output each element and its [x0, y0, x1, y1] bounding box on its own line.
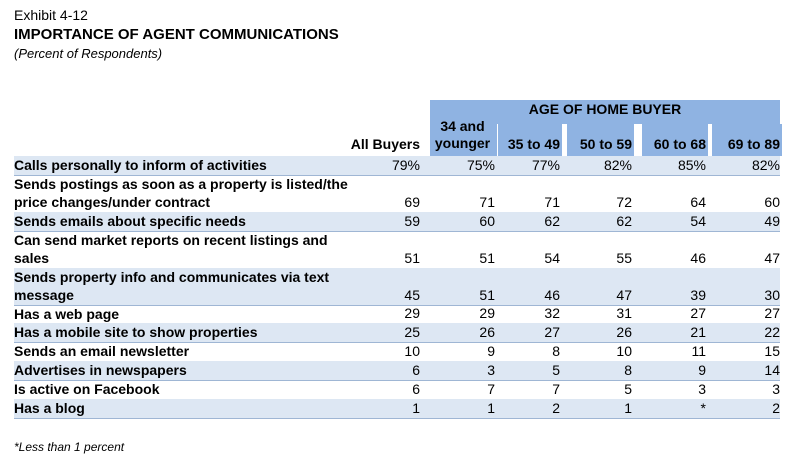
table-cell: 5 [552, 362, 560, 378]
table-cell: 72 [616, 194, 632, 210]
table-cell: 27 [690, 305, 706, 321]
column-header: 34 and younger [434, 118, 491, 151]
table-cell: * [700, 400, 706, 416]
table-cell: 31 [616, 305, 632, 321]
table-cell: 69 [404, 194, 420, 210]
table-cell: 46 [690, 250, 706, 266]
row-label: Has a web page [14, 306, 120, 322]
table-cell: 27 [544, 324, 560, 340]
table-cell: 39 [690, 287, 706, 303]
row-label: Is active on Facebook [14, 381, 160, 397]
table-title: IMPORTANCE OF AGENT COMMUNICATIONS [14, 26, 339, 43]
row-label: Sends property info and communicates via text message [14, 269, 330, 303]
table-cell: 22 [764, 324, 780, 340]
table-cell: 75% [466, 157, 495, 173]
table-cell: 3 [772, 381, 780, 397]
table-cell: 51 [479, 287, 495, 303]
table-cell: 71 [479, 194, 495, 210]
table-cell: 9 [698, 362, 706, 378]
table-cell: 2 [772, 400, 780, 416]
table-cell: 15 [764, 343, 780, 359]
table-cell: 1 [412, 400, 420, 416]
table-cell: 25 [404, 324, 420, 340]
table-cell: 82% [751, 157, 780, 173]
column-header: 69 to 89 [727, 136, 780, 152]
exhibit-label: Exhibit 4-12 [14, 7, 88, 23]
table-cell: 49 [764, 213, 780, 229]
table-subtitle: (Percent of Respondents) [14, 46, 163, 61]
row-label: Sends postings as soon as a property is listed/the price changes/under contract [14, 176, 348, 210]
table-cell: 9 [487, 343, 495, 359]
table-cell: 10 [616, 343, 632, 359]
table-cell: 11 [691, 343, 706, 359]
age-group-header: AGE OF HOME BUYER [528, 101, 682, 117]
footnote: *Less than 1 percent [14, 440, 125, 454]
table-cell: 60 [479, 213, 495, 229]
column-header: 50 to 59 [579, 136, 632, 152]
table-cell: 8 [624, 362, 632, 378]
table-cell: 29 [479, 305, 495, 321]
table-cell: 55 [616, 250, 632, 266]
table-cell: 29 [404, 305, 420, 321]
column-header: All Buyers [350, 136, 420, 152]
table-cell: 62 [544, 213, 560, 229]
row-label: Sends an email newsletter [14, 343, 190, 359]
table-cell: 60 [764, 194, 780, 210]
table-cell: 7 [487, 381, 495, 397]
table-cell: 21 [690, 324, 706, 340]
row-label: Advertises in newspapers [14, 362, 187, 378]
row-label: Calls personally to inform of activities [14, 157, 267, 173]
table-cell: 51 [404, 250, 420, 266]
table-cell: 82% [603, 157, 632, 173]
table-cell: 26 [616, 324, 632, 340]
table-cell: 54 [690, 213, 706, 229]
table-cell: 27 [764, 305, 780, 321]
row-label: Has a mobile site to show properties [14, 324, 258, 340]
table-cell: 3 [698, 381, 706, 397]
table-cell: 64 [690, 194, 706, 210]
table-cell: 79% [391, 157, 420, 173]
table-cell: 51 [479, 250, 495, 266]
table-cell: 1 [624, 400, 632, 416]
row-rule [14, 418, 780, 419]
table-cell: 14 [764, 362, 780, 378]
table-cell: 6 [412, 362, 420, 378]
table-cell: 47 [616, 287, 632, 303]
table-cell: 5 [624, 381, 632, 397]
row-label: Can send market reports on recent listings and sales [14, 232, 328, 266]
table-cell: 10 [404, 343, 420, 359]
table-cell: 59 [404, 213, 420, 229]
table-cell: 71 [544, 194, 560, 210]
row-label: Has a blog [14, 400, 85, 416]
table-cell: 30 [764, 287, 780, 303]
row-label: Sends emails about specific needs [14, 213, 246, 229]
table-cell: 77% [531, 157, 560, 173]
table-cell: 3 [487, 362, 495, 378]
column-header: 35 to 49 [507, 136, 560, 152]
table-cell: 62 [616, 213, 632, 229]
table-cell: 26 [479, 324, 495, 340]
table-cell: 2 [552, 400, 560, 416]
column-header: 60 to 68 [653, 136, 706, 152]
table-cell: 32 [544, 305, 560, 321]
table-cell: 8 [552, 343, 560, 359]
table-cell: 47 [764, 250, 780, 266]
table-cell: 1 [487, 400, 495, 416]
table-cell: 85% [677, 157, 706, 173]
table-cell: 46 [544, 287, 560, 303]
table-cell: 7 [552, 381, 560, 397]
table-cell: 54 [544, 250, 560, 266]
table-cell: 45 [404, 287, 420, 303]
table-cell: 6 [412, 381, 420, 397]
